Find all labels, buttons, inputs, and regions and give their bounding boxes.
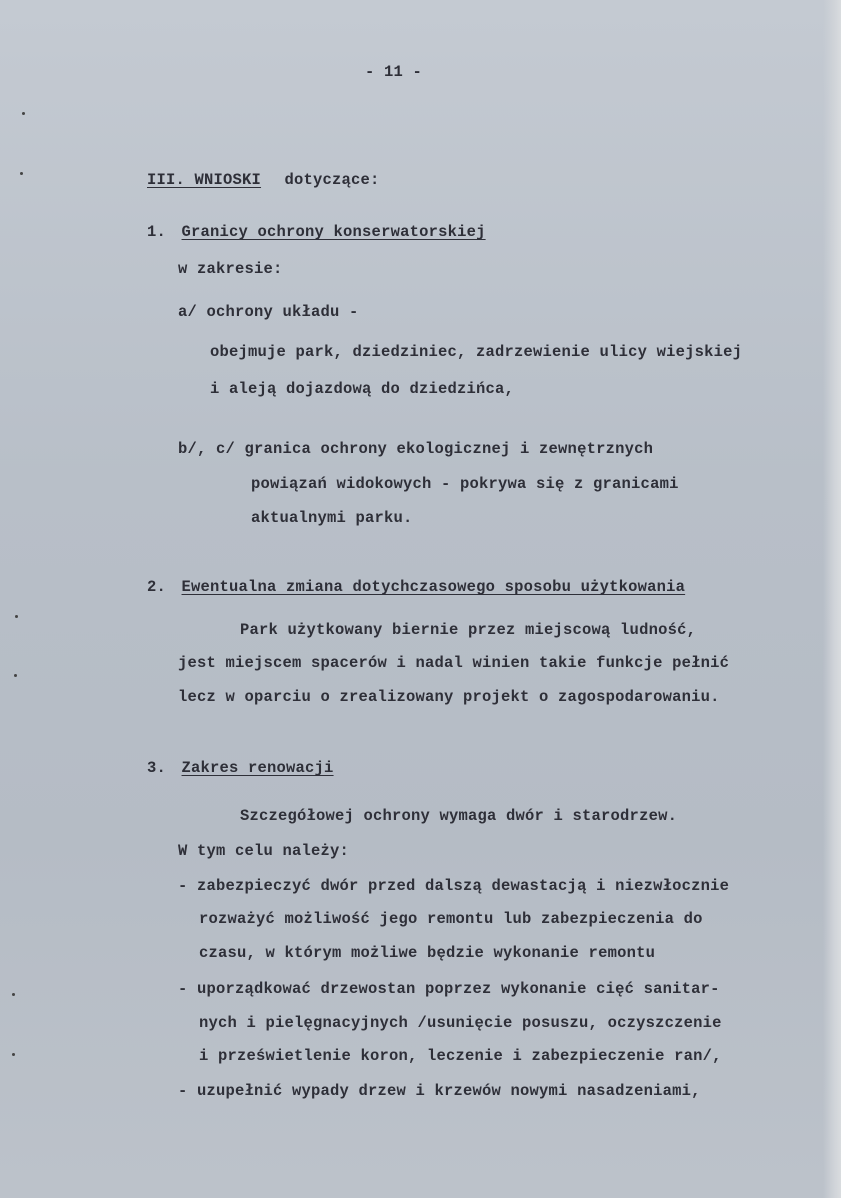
section-1-bc-line-2: powiązań widokowych - pokrywa się z granicami (251, 475, 679, 493)
section-1-number: 1. (147, 223, 167, 241)
section-1-title (147, 222, 486, 242)
margin-speck (22, 112, 25, 115)
section-1-bc-line-1: b/, c/ granica ochrony ekologicznej i zewnętrznych (178, 440, 654, 458)
page-number: - 11 - (365, 63, 423, 81)
section-1-intro: w zakresie: (178, 260, 283, 278)
section-3-heading: Zakres renowacji (181, 759, 334, 777)
section-3-number: 3. (147, 759, 167, 777)
margin-speck (15, 615, 18, 618)
section-2-line-1: Park użytkowany biernie przez miejscową ludność, (240, 621, 697, 639)
section-3-title (147, 758, 334, 778)
section-2-title (147, 577, 685, 597)
bullet-1-line-3: czasu, w którym możliwe będzie wykonanie remontu (199, 944, 656, 962)
bullet-1-line-1: - zabezpieczyć dwór przed dalszą dewastacją i niezwłocznie (178, 877, 730, 895)
section-1-bc-line-3: aktualnymi parku. (251, 509, 413, 527)
section-2-heading: Ewentualna zmiana dotychczasowego sposobu użytkowania (181, 578, 686, 596)
section-2-number: 2. (147, 578, 167, 596)
section-3-line-1: Szczegółowej ochrony wymaga dwór i starodrzew. (240, 807, 678, 825)
margin-speck (12, 993, 15, 996)
margin-speck (14, 674, 17, 677)
bullet-2-line-1: - uporządkować drzewostan poprzez wykonanie cięć sanitar- (178, 980, 720, 998)
section-1-a-line-2: i aleją dojazdową do dziedzińca, (210, 380, 515, 398)
section-1-heading: Granicy ochrony konserwatorskiej (181, 223, 486, 241)
section-2-line-3: lecz w oparciu o zrealizowany projekt o zagospodarowaniu. (178, 688, 720, 706)
bullet-2-line-2: nych i pielęgnacyjnych /usunięcie posuszu, oczyszczenie (199, 1014, 722, 1032)
heading-label: III. WNIOSKI (147, 171, 262, 189)
section-2-line-2: jest miejscem spacerów i nadal winien takie funkcje pełnić (178, 654, 730, 672)
heading-rest: dotyczące: (284, 171, 380, 189)
section-1-a-label: a/ ochrony układu - (178, 303, 359, 321)
bullet-3-line-1: - uzupełnić wypady drzew i krzewów nowymi nasadzeniami, (178, 1082, 701, 1100)
bullet-1-line-2: rozważyć możliwość jego remontu lub zabezpieczenia do (199, 910, 703, 928)
section-3-line-2: W tym celu należy: (178, 842, 350, 860)
bullet-2-line-3: i prześwietlenie koron, leczenie i zabezpieczenie ran/, (199, 1047, 722, 1065)
margin-speck (12, 1053, 15, 1056)
margin-speck (20, 172, 23, 175)
section-heading (147, 170, 380, 190)
section-1-a-line-1: obejmuje park, dziedziniec, zadrzewienie ulicy wiejskiej (210, 343, 743, 361)
